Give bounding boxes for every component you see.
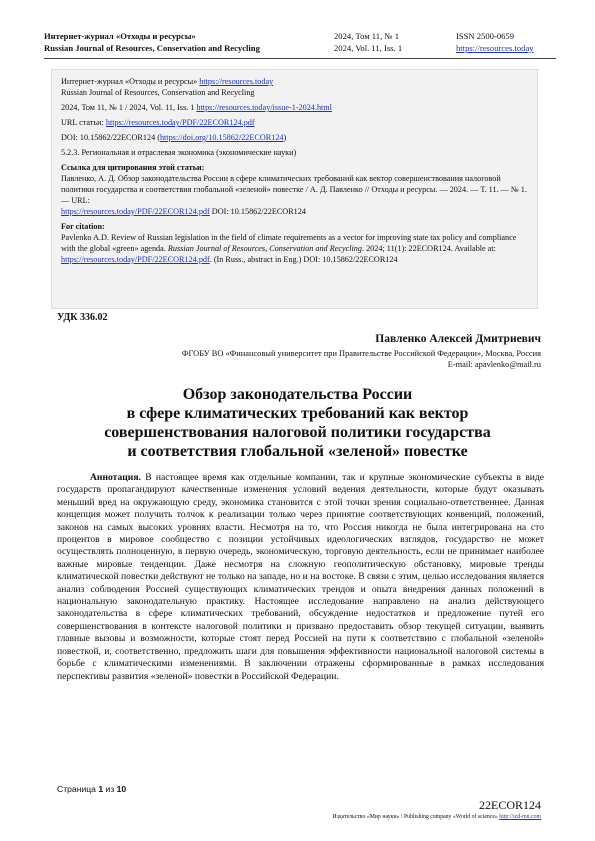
running-header — [44, 30, 564, 54]
info-doi-text: DOI: 10.15862/22ECOR124 ( — [61, 133, 160, 142]
author-name: Павленко Алексей Дмитриевич — [375, 333, 541, 345]
header-journal-ru: Интернет-журнал «Отходы и ресурсы» — [44, 31, 196, 41]
cite-en-tail: . 2024; 11(1): 22ECOR124. Available at: — [361, 244, 496, 253]
title-line-1: Обзор законодательства России — [182, 386, 413, 403]
cite-en-heading: For citation: — [61, 222, 105, 231]
cite-ru-doi: DOI: 10.15862/22ECOR124 — [209, 207, 306, 216]
cite-en-link[interactable]: https://resources.today/PDF/22ECOR124.pdf — [61, 255, 210, 264]
info-doi-close: ) — [283, 133, 287, 142]
udk-code: УДК 336.02 — [57, 312, 108, 323]
author-affiliation-block — [182, 348, 541, 370]
title-line-2: в сфере климатических требований как вектор — [126, 405, 469, 422]
info-doi-link[interactable]: https://doi.org/10.15862/22ECOR124 — [159, 133, 284, 142]
page-current: 1 — [98, 784, 104, 794]
header-issue-ru: 2024, Том 11, № 1 — [334, 31, 400, 41]
page-number — [57, 784, 126, 794]
page-sep: из — [103, 784, 117, 794]
cite-en-end: . (In Russ., abstract in Eng.) DOI: 10.15862/22ECOR124 — [209, 255, 398, 264]
author-email: E-mail: apavlenko@mail.ru — [447, 360, 541, 369]
title-line-3: совершенствования налоговой политики государства — [104, 424, 491, 441]
info-journal-ru: Интернет-журнал «Отходы и ресурсы» — [61, 77, 198, 86]
info-site-link[interactable]: https://resources.today — [199, 77, 274, 86]
abstract-label: Аннотация. — [90, 472, 141, 483]
cite-en-journal: Russian Journal of Resources, Conservation and Recycling — [167, 244, 362, 253]
article-info-box — [51, 69, 538, 309]
info-issue-line: 2024, Том 11, № 1 / 2024, Vol. 11, Iss. 1 — [61, 103, 195, 112]
header-issn: ISSN 2500-0659 — [456, 31, 515, 41]
footer-publisher — [332, 814, 541, 820]
info-specialty: 5.2.3. Региональная и отраслевая экономика (экономические науки) — [61, 148, 297, 157]
publisher-text: Издательство «Мир науки» \ Publishing company «World of science» — [332, 814, 500, 820]
author-affiliation: ФГОБУ ВО «Финансовый университет при Правительстве Российской Федерации», Москва, Россия — [181, 349, 541, 358]
publisher-link[interactable]: http://izd-mn.com — [499, 814, 541, 820]
abstract — [57, 472, 544, 683]
header-issue-en: 2024, Vol. 11, Iss. 1 — [334, 43, 403, 53]
footer-article-id: 22ECOR124 — [478, 798, 541, 812]
cite-en-text: Pavlenko A.D. Review of Russian legislation in the field of climate requirements as a vector for improving state tax policy and compliance with the global «green» agenda. — [61, 233, 517, 253]
info-url-label: URL статьи: — [61, 118, 104, 127]
info-journal-en: Russian Journal of Resources, Conservation and Recycling — [61, 88, 255, 97]
abstract-text: В настоящее время как отдельные компании, так и крупные экономические субъекты в виде государств пропагандируют качественные изменения условий ведения деятельности, которые будут оказывать меньший вред на окружающую среду, экономика становится с этой точки зрения социально-ответственнее. Данная концепция может получить толчок к реализации только через принятие соответствующих конвенций, положений, законов на самых высоких уровнях власти. Несмотря на то, что Россия никогда не была интегрирована на сто процентов в мировое сообщество с позиции устойчивых идеологических взглядов, государство не может осуществлять полноценную, в первую очередь, экономическую, торговую деятельность, если не принимает наиболее важные мировые тенденции. Даже несмотря на сложную геополитическую обстановку, мировые тренды климатической повестки действуют не только на западе, но и на востоке. В связи с этим, целью исследования является анализ соблюдения Россией существующих климатических трендов и опыта внедрения данных положений в национальную законодательную практику. Настоящее исследование направлено на анализ действующего законодательства в сфере климатических требований, обсуждение недостатков и предложение путей его совершенствования в контексте налоговой политики и призвано предоставить обзор текущей ситуации, выявить главные вызовы и возможности, которые стоят перед Россией на пути к соответствию с глобальной «зеленой» повесткой, и, соответственно, предложить шаги для повышения эффективности национальной налоговой системы в борьбе с климатическими изменениями. В заключении отражены сформированные в рамках исследования перспективы развития «зеленой» повестки в Российской Федерации. — [57, 472, 544, 682]
header-site-link[interactable]: https://resources.today — [456, 43, 534, 53]
info-issue-link[interactable]: https://resources.today/issue-1-2024.html — [196, 103, 332, 112]
info-article-link[interactable]: https://resources.today/PDF/22ECOR124.pdf — [105, 118, 255, 127]
header-divider — [44, 58, 556, 59]
header-journal-en: Russian Journal of Resources, Conservation and Recycling — [44, 43, 260, 53]
article-title — [40, 385, 555, 461]
title-line-4: и соответствия глобальной «зеленой» повестке — [127, 443, 468, 460]
cite-ru-link[interactable]: https://resources.today/PDF/22ECOR124.pdf — [61, 207, 210, 216]
cite-ru-text: Павленко, А. Д. Обзор законодательства России в сфере климатических требований как вектор совершенствования налоговой политики государства и соответствия глобальной «зеленой» повестке / А. Д. Павленко // Отходы и ресурсы. — 2024. — Т. 11. — № 1. — URL: — [61, 174, 527, 205]
page-total: 10 — [116, 784, 127, 794]
page-prefix: Страница — [57, 784, 99, 794]
cite-ru-heading: Ссылка для цитирования этой статьи: — [61, 163, 205, 172]
